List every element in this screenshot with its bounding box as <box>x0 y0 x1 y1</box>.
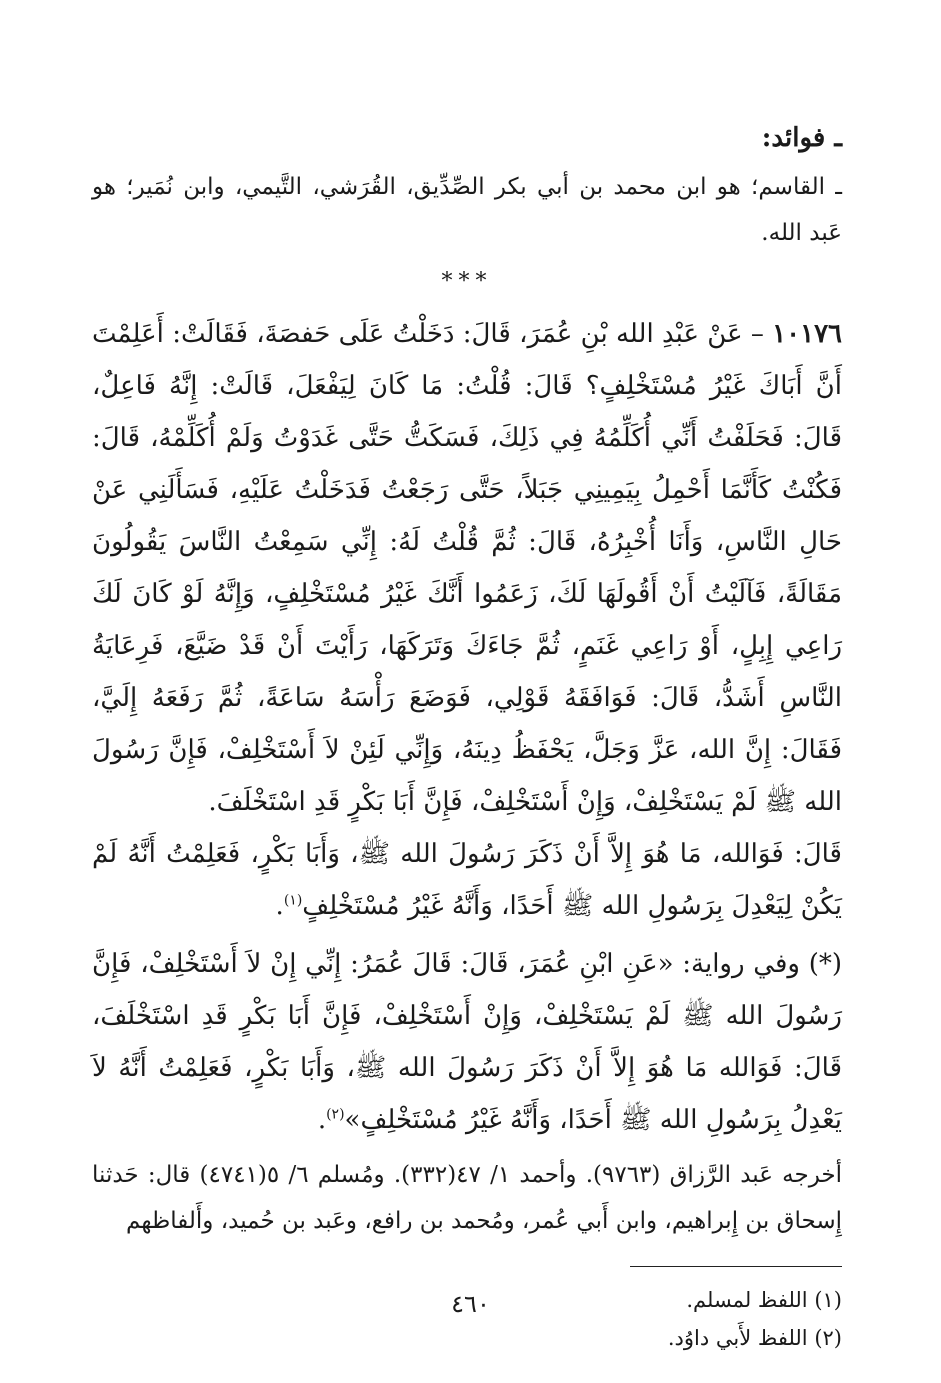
footnote-ref-1[interactable]: (١) <box>283 892 303 909</box>
riwaya-end: . <box>317 1105 327 1135</box>
page-body <box>92 112 842 1350</box>
page-number: ٤٦٠ <box>451 1290 490 1318</box>
riwaya-paragraph <box>92 938 842 1146</box>
hadith-text: – عَنْ عَبْدِ الله بْنِ عُمَرَ، قَالَ: دَخَلْتُ عَلَى حَفصَةَ، فَقَالَتْ: أَعَلِمْتَ أَنَّ أَبَاكَ غَيْرُ مُسْتَخْلِفٍ؟ قَالَ: قُلْتُ: مَا كَانَ لِيَفْعَلَ، قَالَتْ: إِنَّهُ فَاعِلٌ، قَالَ: فَحَلَفْتُ أَنِّي أُكَلِّمُهُ فِي ذَلِكَ، فَسَكَتُّ حَتَّى غَدَوْتُ وَلَمْ أُكَلِّمْهُ، قَالَ: فَكُنْتُ كَأَنَّمَا أَحْمِلُ بِيَمِينِي جَبَلاً، حَتَّى رَجَعْتُ فَدَخَلْتُ عَلَيْهِ، فَسَأَلَنِي عَنْ حَالِ النَّاسِ، وَأَنَا أُخْبِرُهُ، قَالَ: ثُمَّ قُلْتُ لَهُ: إِنِّي سَمِعْتُ النَّاسَ يَقُولُونَ مَقَالَةً، فَآلَيْتُ أَنْ أَقُولَهَا لَكَ، زَعَمُوا أَنَّكَ غَيْرُ مُسْتَخْلِفٍ، وَإِنَّهُ لَوْ كَانَ لَكَ رَاعِي إِبِلٍ، أَوْ رَاعِي غَنَمٍ، ثُمَّ جَاءَكَ وَتَرَكَهَا، رَأَيْتَ أَنْ قَدْ ضَيَّعَ، فَرِعَايَةُ النَّاسِ أَشَدُّ، قَالَ: فَوَافَقَهُ قَوْلِي، فَوَضَعَ رَأْسَهُ سَاعَةً، ثُمَّ رَفَعَهُ إِلَيَّ، فَقَالَ: إِنَّ الله، عَزَّ وَجَلَّ، يَحْفَظُ دِينَهُ، وَإِنِّي لَئِنْ لاَ أَسْتَخْلِفْ، فَإِنَّ رَسُولَ الله ﷺ لَمْ يَسْتَخْلِفْ، وَإِنْ أَسْتَخْلِفْ، فَإِنَّ أَبَا بَكْرٍ قَدِ اسْتَخْلَفَ. <box>92 319 842 817</box>
hadith-number: ١٠١٧٦ <box>772 319 842 349</box>
hadith-conclusion-end: . <box>275 891 284 921</box>
footnote-divider <box>630 1266 842 1267</box>
fawaid-text: ـ القاسم؛ هو ابن محمد بن أبي بكر الصِّدِّيق، القُرَشي، التَّيمي، وابن نُمَير؛ هو عَبد الله. <box>92 174 842 246</box>
hadith-conclusion-text: قَالَ: فَوَالله، مَا هُوَ إِلاَّ أَنْ ذَكَرَ رَسُولَ الله ﷺ، وَأَبَا بَكْرٍ، فَعَلِمْتُ أَنَّهُ لَمْ يَكُنْ لِيَعْدِلَ بِرَسُولِ الله ﷺ أَحَدًا، وَأَنَّهُ غَيْرُ مُسْتَخْلِفٍ <box>92 839 842 921</box>
section-separator: *** <box>441 269 493 294</box>
hadith-conclusion <box>92 828 842 932</box>
riwaya-text: (*) وفي رواية: «عَنِ ابْنِ عُمَرَ، قَالَ: قَالَ عُمَرُ: إِنِّي إِنْ لاَ أَسْتَخْلِفْ، فَإِنَّ رَسُولَ الله ﷺ لَمْ يَسْتَخْلِفْ، وَإِنْ أَسْتَخْلِفْ، فَإِنَّ أَبَا بَكْرٍ قَدِ اسْتَخْلَفَ، قَالَ: فَوَالله مَا هُوَ إِلاَّ أَنْ ذَكَرَ رَسُولَ الله ﷺ، وَأَبَا بَكْرٍ، فَعَلِمْتُ أَنَّهُ لاَ يَعْدِلُ بِرَسُولِ الله ﷺ أَحَدًا، وَأَنَّهُ غَيْرُ مُسْتَخْلِفٍ» <box>92 949 842 1135</box>
footnote-1: (١) اللفظ لمسلم. <box>686 1288 842 1312</box>
fawaid-heading: ـ فوائد: <box>761 123 842 153</box>
footnote-2: (٢) اللفظ لأَبي داوُد. <box>667 1326 842 1350</box>
hadith-paragraph <box>92 308 842 828</box>
footnote-ref-2[interactable]: (٢) <box>326 1106 345 1123</box>
takhrij-text: أخرجه عَبد الرَّزاق (٩٧٦٣). وأحمد ١/ ٤٧(٣٣٢). ومُسلم ٦/ ٥(٤٧٤١) قال: حَدثنا إِسحاق بن إِبراهيم، وابن أَبي عُمر، ومُحمد بن رافع، وعَبد بن حُميد، وأَلفاظهم <box>92 1162 842 1234</box>
